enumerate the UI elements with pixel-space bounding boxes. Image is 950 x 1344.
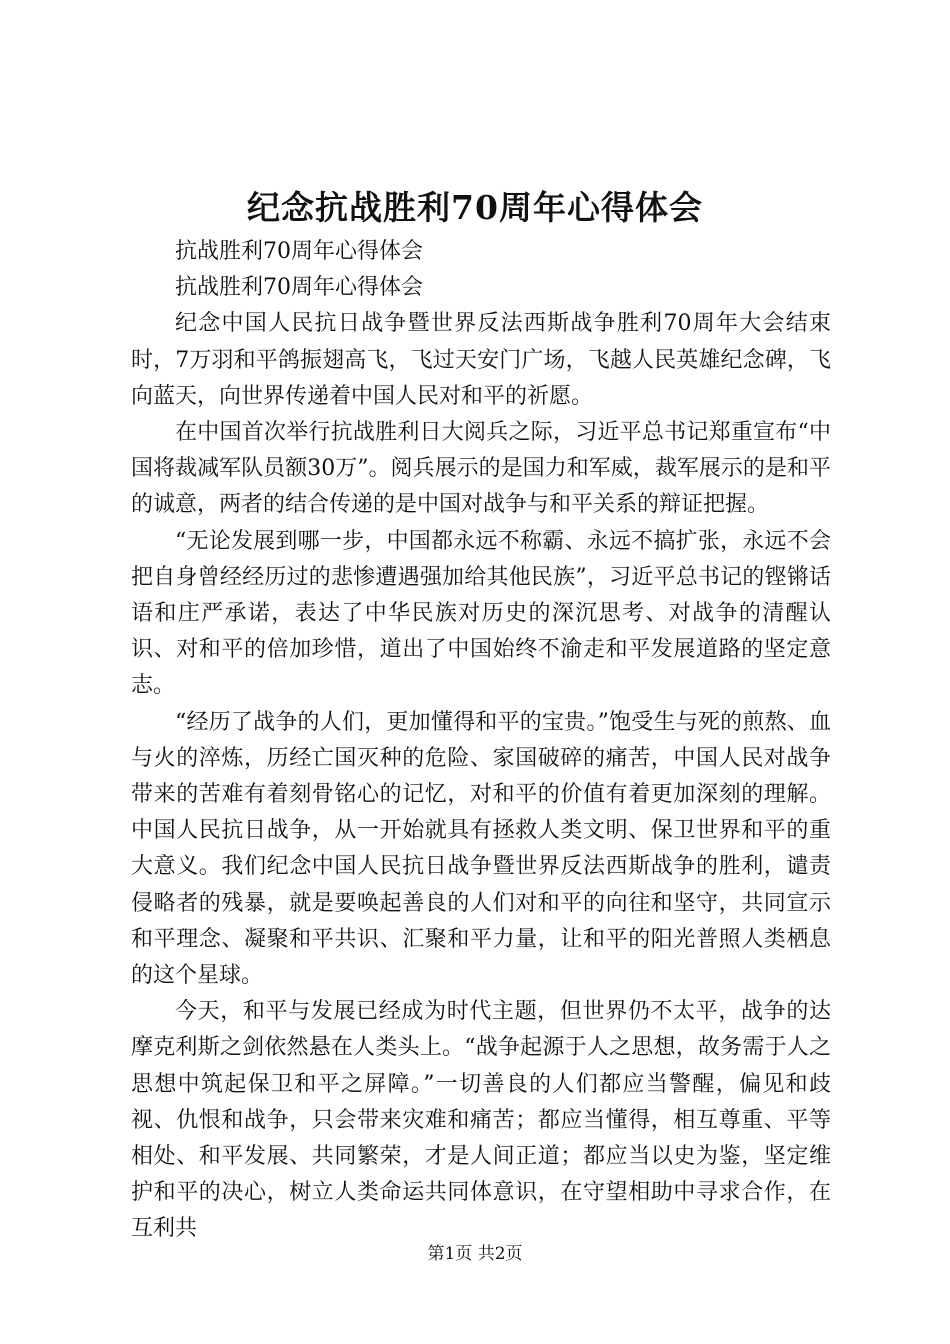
paragraph: 今天，和平与发展已经成为时代主题，但世界仍不太平，战争的达摩克利斯之剑依然悬在人类头上。“战争起源于人之思想，故务需于人之思想中筑起保卫和平之屏障。”一切善良的人们都应当警醒，偏见和歧视、仇恨和战争，只会带来灾难和痛苦；都应当懂得，相互尊重、平等相处、和平发展、共同繁荣，才是人间正道；都应当以史为鉴，坚定维护和平的决心，树立人类命运共同体意识，在守望相助中寻求合作，在互利共 [131,999,831,1242]
paragraph: “经历了战争的人们，更加懂得和平的宝贵。”饱受生与死的煎熬、血与火的淬炼，历经亡国灭种的危险、家国破碎的痛苦，中国人民对战争带来的苦难有着刻骨铭心的记忆，对和平的价值有着更加深刻的理解。中国人民抗日战争，从一开始就具有拯救人类文明、保卫世界和平的重大意义。我们纪念中国人民抗日战争暨世界反法西斯战争的胜利，谴责侵略者的残暴，就是要唤起善良的人们对和平的向往和坚守，共同宣示和平理念、凝聚和平共识、汇聚和平力量，让和平的阳光普照人类栖息的这个星球。 [131,709,831,989]
paragraph: “无论发展到哪一步，中国都永远不称霸、永远不搞扩张，永远不会把自身曾经经历过的悲惨遭遇强加给其他民族”，习近平总书记的铿锵话语和庄严承诺，表达了中华民族对历史的深沉思考、对战争的清醒认识、对和平的倍加珍惜，道出了中国始终不渝走和平发展道路的坚定意志。 [131,528,831,699]
document-title: 纪念抗战胜利70周年心得体会 [247,188,703,227]
paragraph-subtitle-2: 抗战胜利70周年心得体会 [175,275,423,301]
page-number-footer: 第1页 共2页 [427,1244,523,1264]
document-body [131,234,831,1248]
paragraph: 在中国首次举行抗战胜利日大阅兵之际，习近平总书记郑重宣布“中国将裁减军队员额30万”。阅兵展示的是国力和军威，裁军展示的是和平的诚意，两者的结合传递的是中国对战争与和平关系的辩证把握。 [131,420,831,518]
paragraph-subtitle-1: 抗战胜利70周年心得体会 [175,239,423,264]
paragraph: 纪念中国人民抗日战争暨世界反法西斯战争胜利70周年大会结束时，7万羽和平鸽振翅高飞，飞过天安门广场，飞越人民英雄纪念碑，飞向蓝天，向世界传递着中国人民对和平的祈愿。 [131,311,831,409]
